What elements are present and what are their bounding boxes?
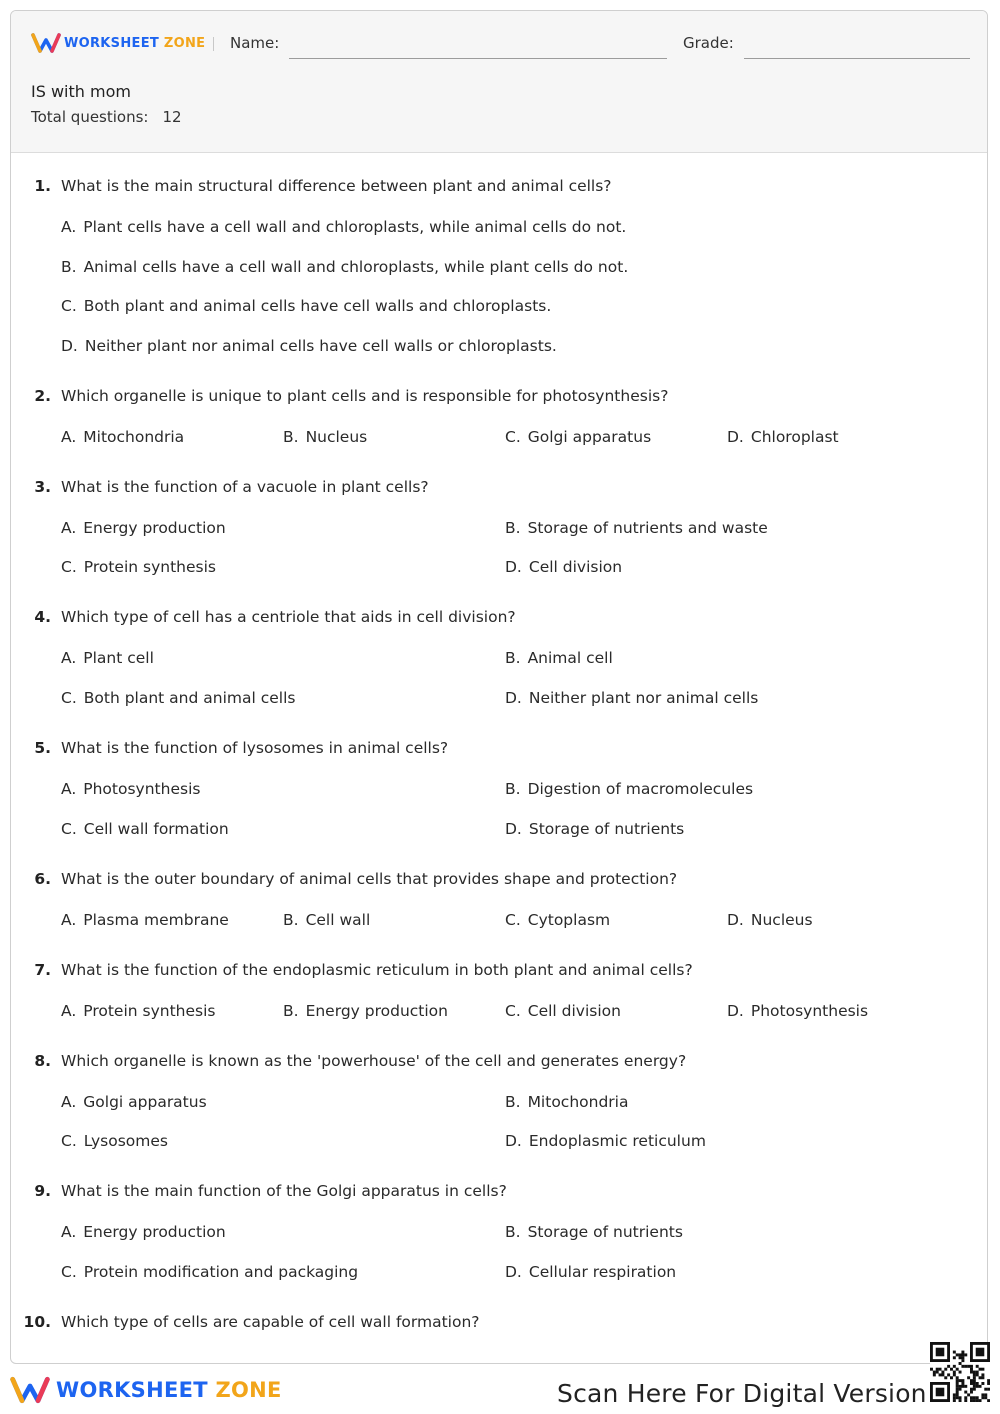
option-text: Storage of nutrients and waste — [527, 518, 768, 537]
question-number: 6. — [34, 869, 51, 888]
option-text: Storage of nutrients — [527, 1223, 683, 1242]
header-logo — [31, 32, 205, 54]
option-letter: B. — [505, 1092, 521, 1111]
answer-option[interactable] — [61, 1263, 358, 1281]
grade-label: Grade: — [683, 34, 734, 52]
question-text: Which organelle is known as the 'powerhouse' of the cell and generates energy? — [61, 1051, 687, 1070]
option-letter: B. — [505, 780, 521, 798]
answer-option[interactable] — [727, 911, 813, 929]
name-field[interactable] — [289, 58, 667, 59]
option-letter: B. — [61, 257, 77, 276]
option-letter: B. — [505, 1223, 521, 1242]
answer-option[interactable] — [61, 1132, 168, 1150]
option-text: Energy production — [83, 518, 226, 537]
option-text: Both plant and animal cells — [83, 688, 296, 707]
option-text: Cell wall — [305, 910, 371, 929]
question-number: 7. — [34, 960, 51, 979]
option-text: Lysosomes — [83, 1132, 168, 1151]
answer-option[interactable] — [727, 428, 839, 446]
answer-option[interactable] — [505, 558, 622, 576]
option-letter: A. — [61, 518, 77, 537]
option-letter: A. — [61, 780, 77, 798]
question-number: 8. — [34, 1051, 51, 1070]
option-text: Both plant and animal cells have cell walls and chloroplasts. — [83, 297, 552, 316]
option-letter: C. — [61, 297, 77, 316]
answer-option[interactable] — [505, 780, 753, 798]
worksheet-page — [10, 10, 988, 1364]
question-text: Which type of cells are capable of cell wall formation? — [61, 1312, 480, 1331]
page-footer — [0, 1366, 1000, 1414]
answer-option[interactable] — [61, 218, 626, 236]
answer-option[interactable] — [505, 911, 610, 929]
option-letter: C. — [505, 910, 521, 929]
grade-field[interactable] — [744, 58, 970, 59]
option-letter: C. — [505, 427, 521, 446]
name-label: Name: — [230, 34, 280, 52]
question-text: What is the function of lysosomes in animal cells? — [61, 739, 449, 757]
answer-option[interactable] — [505, 649, 613, 667]
option-text: Chloroplast — [750, 427, 839, 446]
option-text: Energy production — [83, 1223, 226, 1242]
worksheet-title: IS with mom — [31, 82, 131, 101]
answer-option[interactable] — [283, 428, 367, 446]
option-text: Nucleus — [750, 910, 813, 929]
question-number: 4. — [34, 608, 51, 627]
worksheet-zone-logo-icon — [10, 1375, 50, 1405]
option-letter: D. — [505, 1262, 522, 1281]
option-letter: A. — [61, 427, 77, 446]
answer-option[interactable] — [61, 649, 154, 667]
answer-option[interactable] — [61, 337, 557, 355]
answer-option[interactable] — [61, 258, 628, 276]
answer-option[interactable] — [505, 689, 758, 707]
option-text: Protein synthesis — [83, 1001, 216, 1020]
option-letter: B. — [505, 518, 521, 537]
answer-option[interactable] — [61, 558, 216, 576]
option-letter: D. — [727, 1001, 744, 1020]
footer-logo-wordmark: WORKSHEET ZONE — [56, 1378, 282, 1402]
option-text: Mitochondria — [83, 427, 185, 446]
answer-option[interactable] — [283, 911, 370, 929]
option-text: Plant cell — [83, 649, 154, 668]
option-text: Golgi apparatus — [83, 1092, 207, 1111]
option-letter: D. — [505, 688, 522, 707]
footer-logo — [10, 1375, 282, 1405]
option-letter: B. — [283, 1001, 299, 1020]
answer-option[interactable] — [61, 780, 200, 798]
option-text: Neither plant nor animal cells — [528, 688, 759, 707]
answer-option[interactable] — [505, 820, 684, 838]
option-text: Nucleus — [305, 427, 368, 446]
option-letter: A. — [61, 1223, 77, 1242]
option-letter: C. — [61, 819, 77, 838]
option-letter: C. — [61, 1132, 77, 1151]
answer-option[interactable] — [505, 1093, 628, 1111]
answer-option[interactable] — [61, 689, 295, 707]
option-letter: D. — [505, 1132, 522, 1151]
option-text: Cell wall formation — [83, 819, 229, 838]
option-letter: D. — [505, 819, 522, 838]
question-number: 9. — [34, 1182, 51, 1201]
question-number: 10. — [23, 1312, 51, 1331]
option-letter: D. — [727, 910, 744, 929]
worksheet-header — [11, 11, 987, 153]
option-letter: A. — [61, 1092, 77, 1111]
answer-option[interactable] — [505, 1223, 683, 1241]
answer-option[interactable] — [283, 1002, 448, 1020]
option-letter: D. — [61, 336, 78, 355]
scan-prompt: Scan Here For Digital Version — [557, 1379, 927, 1408]
option-letter: A. — [61, 1001, 77, 1020]
answer-option[interactable] — [61, 297, 551, 315]
answer-option[interactable] — [61, 820, 229, 838]
option-text: Mitochondria — [527, 1092, 629, 1111]
option-letter: C. — [61, 1262, 77, 1281]
worksheet-zone-logo-icon — [31, 32, 61, 54]
question-text: What is the function of a vacuole in plant cells? — [61, 477, 429, 496]
qr-code-icon[interactable] — [930, 1342, 990, 1402]
answer-option[interactable] — [727, 1002, 868, 1020]
answer-option[interactable] — [61, 519, 226, 537]
option-text: Photosynthesis — [750, 1001, 869, 1020]
question-text: What is the function of the endoplasmic reticulum in both plant and animal cells? — [61, 960, 693, 979]
question-text: What is the main function of the Golgi apparatus in cells? — [61, 1182, 507, 1201]
header-separator — [213, 37, 214, 51]
option-text: Protein synthesis — [83, 558, 216, 577]
option-text: Cytoplasm — [527, 910, 611, 929]
option-letter: B. — [283, 427, 299, 446]
answer-option[interactable] — [505, 1132, 706, 1150]
option-letter: D. — [505, 558, 522, 577]
option-text: Storage of nutrients — [528, 819, 685, 838]
option-text: Cellular respiration — [528, 1262, 677, 1281]
question-text: What is the main structural difference between plant and animal cells? — [61, 177, 612, 195]
answer-option[interactable] — [61, 1093, 207, 1111]
question-text: What is the outer boundary of animal cells that provides shape and protection? — [61, 869, 678, 888]
option-text: Cell division — [527, 1001, 621, 1020]
total-questions-value: 12 — [162, 108, 182, 126]
option-letter: B. — [505, 649, 521, 668]
total-questions — [31, 108, 182, 126]
option-letter: C. — [61, 688, 77, 707]
question-number: 5. — [34, 739, 51, 757]
option-text: Animal cells have a cell wall and chloroplasts, while plant cells do not. — [83, 257, 629, 276]
option-text: Plant cells have a cell wall and chloroplasts, while animal cells do not. — [83, 218, 627, 236]
option-text: Energy production — [305, 1001, 448, 1020]
answer-option[interactable] — [61, 428, 184, 446]
answer-option[interactable] — [61, 911, 229, 929]
option-text: Photosynthesis — [83, 780, 201, 798]
option-text: Endoplasmic reticulum — [528, 1132, 706, 1151]
option-text: Cell division — [528, 558, 623, 577]
answer-option[interactable] — [61, 1223, 226, 1241]
option-text: Animal cell — [527, 649, 613, 668]
answer-option[interactable] — [505, 519, 768, 537]
question-text: Which organelle is unique to plant cells and is responsible for photosynthesis? — [61, 386, 669, 405]
question-number: 2. — [34, 386, 51, 405]
option-text: Protein modification and packaging — [83, 1262, 359, 1281]
total-questions-label: Total questions: — [31, 108, 149, 126]
option-text: Golgi apparatus — [527, 427, 652, 446]
answer-option[interactable] — [505, 428, 651, 446]
option-letter: A. — [61, 649, 77, 668]
option-letter: B. — [283, 910, 299, 929]
answer-option[interactable] — [505, 1002, 621, 1020]
option-text: Plasma membrane — [83, 910, 229, 929]
option-letter: D. — [727, 427, 744, 446]
option-letter: A. — [61, 910, 77, 929]
header-logo-wordmark: WORKSHEET ZONE — [64, 35, 206, 51]
option-letter: A. — [61, 218, 77, 236]
option-text: Neither plant nor animal cells have cell walls or chloroplasts. — [84, 336, 557, 355]
option-letter: C. — [61, 558, 77, 577]
answer-option[interactable] — [61, 1002, 216, 1020]
option-letter: C. — [505, 1001, 521, 1020]
question-text: Which type of cell has a centriole that aids in cell division? — [61, 608, 516, 627]
question-number: 1. — [34, 177, 51, 195]
question-number: 3. — [34, 477, 51, 496]
option-text: Digestion of macromolecules — [527, 780, 754, 798]
answer-option[interactable] — [505, 1263, 676, 1281]
